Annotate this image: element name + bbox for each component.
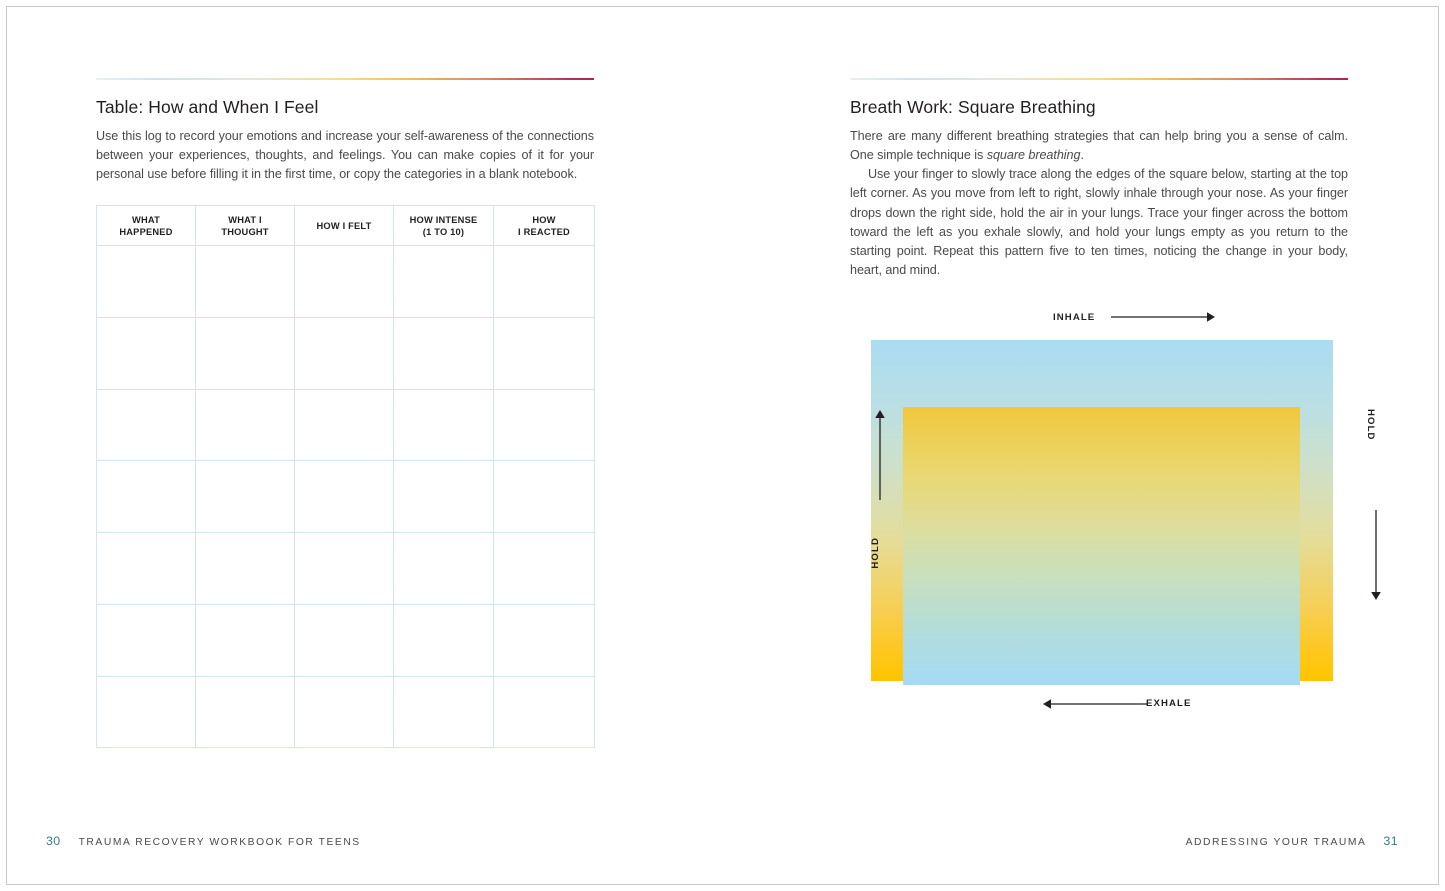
- table-cell[interactable]: [295, 389, 394, 461]
- table-cell[interactable]: [394, 246, 494, 318]
- table-cell[interactable]: [196, 676, 295, 748]
- table-cell[interactable]: [394, 604, 494, 676]
- arrow-left-icon: [1043, 697, 1147, 711]
- emphasis-term: square breathing: [986, 148, 1081, 163]
- table-column-header: [494, 206, 595, 246]
- table-cell[interactable]: [97, 318, 196, 390]
- table-cell[interactable]: [196, 246, 295, 318]
- table-cell[interactable]: [196, 318, 295, 390]
- table-column-header: [295, 206, 394, 246]
- left-page: [0, 0, 722, 891]
- arrow-down-icon: [1369, 510, 1383, 600]
- table-row: [97, 533, 595, 605]
- page-title: Table: How and When I Feel: [96, 97, 319, 117]
- table-row: [97, 604, 595, 676]
- table-cell[interactable]: [97, 604, 196, 676]
- table-cell[interactable]: [394, 461, 494, 533]
- right-page: [723, 0, 1445, 891]
- table-body: [97, 246, 595, 748]
- header-line-2: HAPPENED: [119, 226, 173, 237]
- running-head: TRAUMA RECOVERY WORKBOOK FOR TEENS: [78, 837, 361, 848]
- left-page-column: [96, 78, 594, 748]
- table-cell[interactable]: [196, 533, 295, 605]
- page-number: 30: [46, 834, 61, 848]
- table-cell[interactable]: [494, 461, 595, 533]
- header-line-1: HOW: [532, 214, 556, 225]
- table-cell[interactable]: [494, 676, 595, 748]
- table-cell[interactable]: [97, 461, 196, 533]
- how-and-when-i-feel-table: [96, 205, 595, 748]
- inhale-label: INHALE: [1053, 312, 1096, 323]
- table-cell[interactable]: [394, 318, 494, 390]
- table-column-header: [196, 206, 295, 246]
- instructions-paragraph: Use your finger to slowly trace along the edges of the square below, starting at the top left corner. As you move from left to right, slowly inhale through your nose. As your finger drops down the right side, hold the air in your lungs. Trace your finger across the bottom toward the left as you exhale slowly, and hold your lungs empty as you return to the starting point. Repeat this pattern five to ten times, noticing the change in your body, heart, and mind.: [850, 167, 1348, 277]
- table-cell[interactable]: [394, 533, 494, 605]
- intro-paragraph: [850, 127, 1348, 165]
- table-cell[interactable]: [196, 604, 295, 676]
- page-title: Breath Work: Square Breathing: [850, 97, 1096, 117]
- header-line-2: I REACTED: [518, 226, 570, 237]
- header-line-2: (1 TO 10): [422, 226, 465, 237]
- table-row: [97, 389, 595, 461]
- header-line-1: HOW I FELT: [316, 220, 372, 231]
- table-row: [97, 246, 595, 318]
- hold-right-label: HOLD: [1365, 409, 1376, 441]
- table-cell[interactable]: [394, 389, 494, 461]
- table-cell[interactable]: [97, 533, 196, 605]
- table-cell[interactable]: [295, 318, 394, 390]
- header-line-1: WHAT I: [228, 214, 262, 225]
- paragraph-text-tail: .: [1080, 148, 1084, 163]
- outer-square-gradient: [871, 340, 1333, 681]
- footer-right: [1186, 834, 1398, 850]
- gradient-rule-icon: [96, 78, 594, 80]
- table-cell[interactable]: [196, 389, 295, 461]
- table-row: [97, 461, 595, 533]
- footer-left: [46, 834, 361, 850]
- inner-square-gradient: [903, 407, 1300, 685]
- table-cell[interactable]: [97, 676, 196, 748]
- table-cell[interactable]: [97, 246, 196, 318]
- arrow-up-icon: [873, 410, 887, 500]
- table-cell[interactable]: [494, 246, 595, 318]
- paragraph-text-lead: There are many different breathing strategies that can help bring you a sense of calm. One simple technique is: [850, 129, 1348, 163]
- table-cell[interactable]: [494, 604, 595, 676]
- table-cell[interactable]: [196, 461, 295, 533]
- table-cell[interactable]: [494, 389, 595, 461]
- header-line-1: HOW INTENSE: [409, 214, 478, 225]
- table-cell[interactable]: [295, 246, 394, 318]
- table-cell[interactable]: [394, 676, 494, 748]
- header-line-2: THOUGHT: [221, 226, 269, 237]
- table-cell[interactable]: [494, 318, 595, 390]
- intro-paragraph: Use this log to record your emotions and increase your self-awareness of the connections between your experiences, thoughts, and feelings. You can make copies of it for your personal use before filling it in the first time, or copy the categories in a blank notebook.: [96, 129, 594, 182]
- table-column-header: [97, 206, 196, 246]
- right-page-column: [850, 78, 1348, 280]
- page-number: 31: [1383, 834, 1398, 848]
- table-header-row: [97, 206, 595, 246]
- table-column-header: [394, 206, 494, 246]
- table-cell[interactable]: [295, 604, 394, 676]
- running-head: ADDRESSING YOUR TRAUMA: [1185, 837, 1367, 848]
- table-cell[interactable]: [97, 389, 196, 461]
- arrow-right-icon: [1111, 310, 1215, 324]
- table-cell[interactable]: [295, 533, 394, 605]
- square-breathing-diagram: [871, 305, 1401, 725]
- table-row: [97, 318, 595, 390]
- hold-left-label: HOLD: [870, 537, 881, 569]
- table-cell[interactable]: [494, 533, 595, 605]
- exhale-label: EXHALE: [1146, 698, 1192, 709]
- gradient-rule-icon: [850, 78, 1348, 80]
- table-cell[interactable]: [295, 461, 394, 533]
- table-cell[interactable]: [295, 676, 394, 748]
- table-row: [97, 676, 595, 748]
- header-line-1: WHAT: [132, 214, 160, 225]
